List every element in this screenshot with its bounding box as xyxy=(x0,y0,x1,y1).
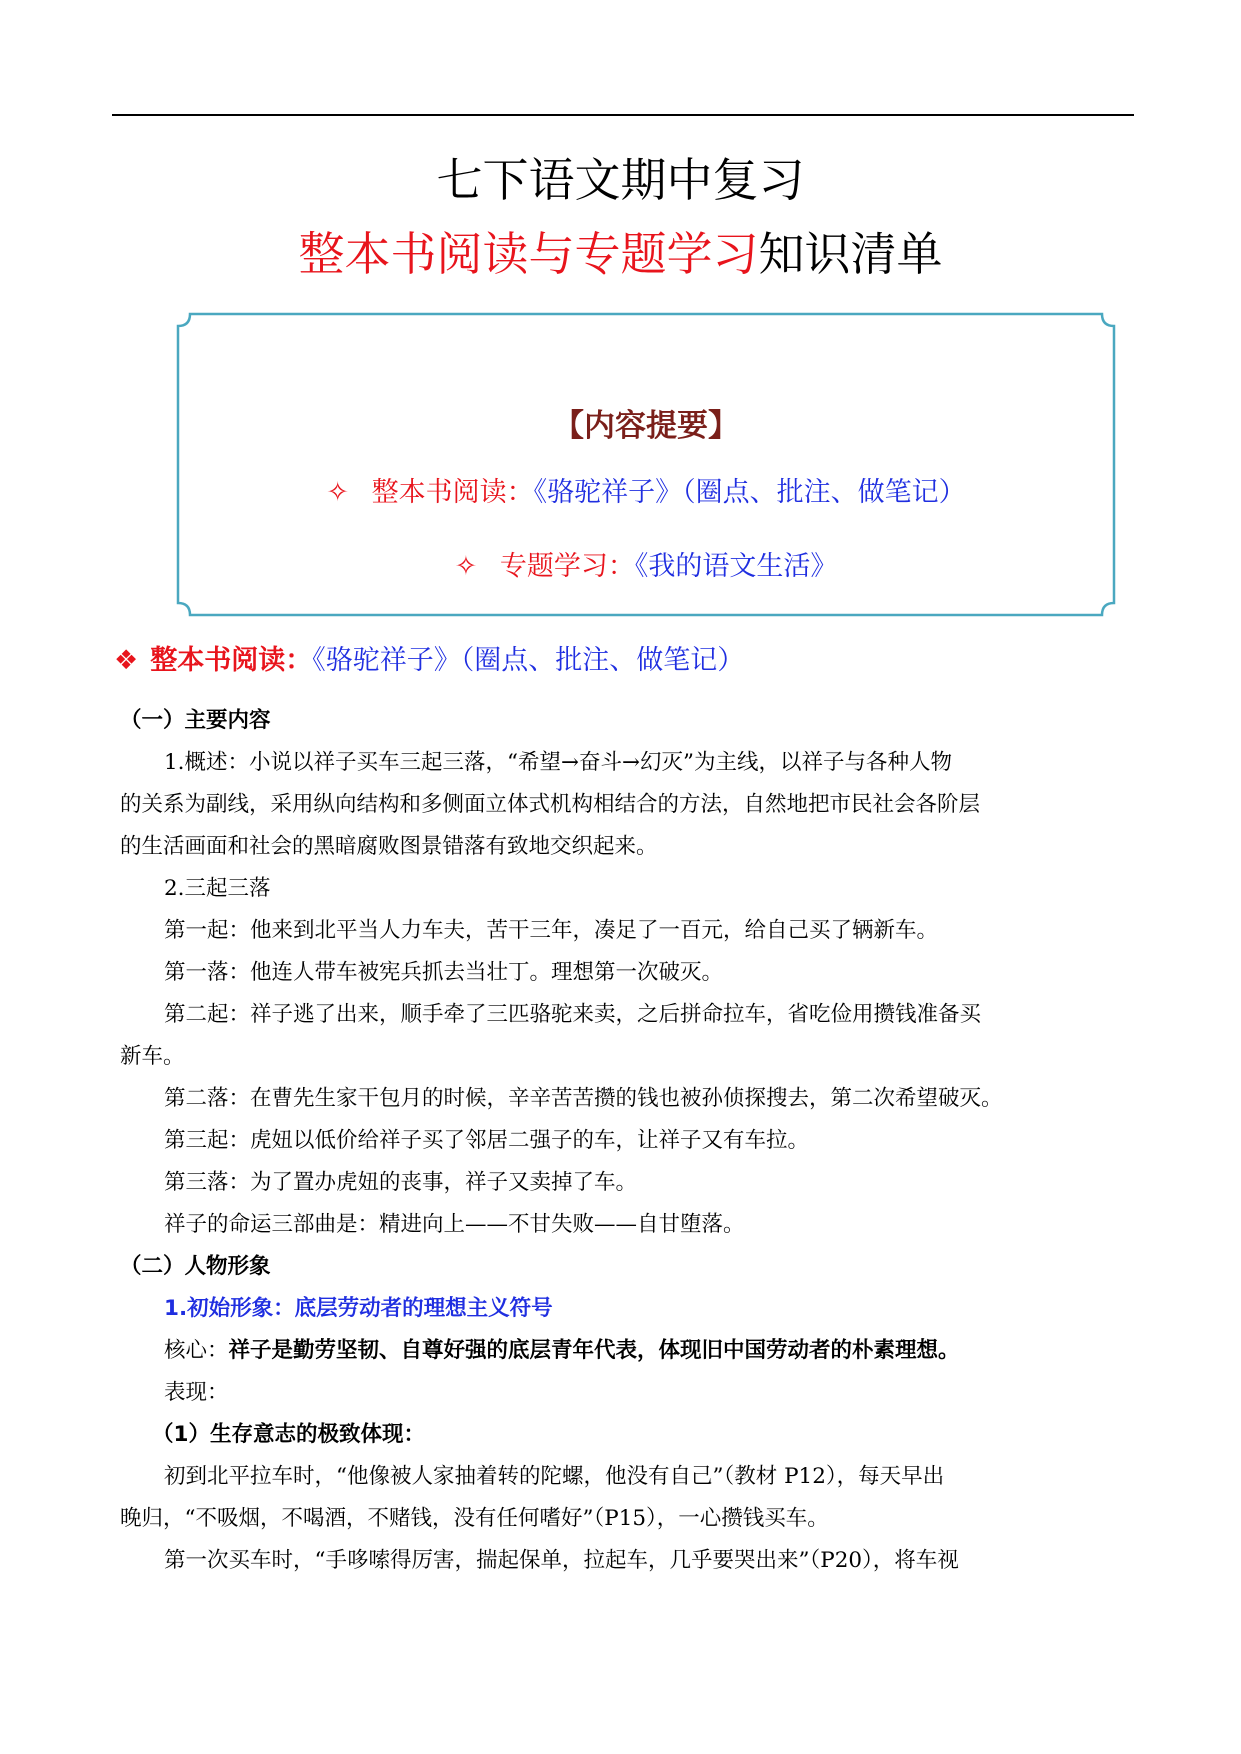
document-subtitle xyxy=(0,224,1241,284)
subtitle-black-part: 知识清单 xyxy=(758,227,943,281)
subtitle-red-part: 整本书阅读与专题学习 xyxy=(298,227,759,281)
summary-item-topic-label: 专题学习： xyxy=(499,551,635,582)
summary-box xyxy=(176,312,1116,617)
paragraph-line: 的关系为副线，采用纵向结构和多侧面立体式机构相结合的方法，自然地把市民社会各阶层 xyxy=(120,792,981,817)
part2-heading: （二）人物形象 xyxy=(120,1254,271,1279)
sparkle-icon: ✧ xyxy=(326,477,350,508)
summary-heading: 【内容提要】 xyxy=(553,408,739,444)
core-text: 祥子是勤劳坚韧、自尊好强的底层青年代表，体现旧中国劳动者的朴素理想。 xyxy=(228,1338,960,1363)
summary-item-reading xyxy=(176,474,1116,512)
top-rule xyxy=(112,114,1134,116)
section-heading-label: 整本书阅读： xyxy=(150,645,313,676)
sub-heading: （1）生存意志的极致体现： xyxy=(152,1422,425,1447)
part1-heading: （一）主要内容 xyxy=(120,708,271,733)
paragraph-line: 1.概述：小说以祥子买车三起三落，“希望→奋斗→幻灭”为主线，以祥子与各种人物 xyxy=(164,750,953,775)
document-body xyxy=(120,700,1130,1582)
paragraph-line: 表现： xyxy=(164,1380,229,1405)
core-label: 核心： xyxy=(164,1338,229,1363)
paragraph-line: 第一落：他连人带车被宪兵抓去当壮丁。理想第一次破灭。 xyxy=(164,960,724,985)
subsection-title: 1.初始形象：底层劳动者的理想主义符号 xyxy=(164,1296,553,1321)
summary-item-topic-text: 《我的语文生活》 xyxy=(634,551,838,582)
paragraph-line: 第二落：在曹先生家干包月的时候，辛辛苦苦攒的钱也被孙侦探搜去，第二次希望破灭。 xyxy=(164,1086,1003,1111)
paragraph-line: 新车。 xyxy=(120,1044,185,1069)
paragraph-line: 第一起：他来到北平当人力车夫，苦干三年，凑足了一百元，给自己买了辆新车。 xyxy=(164,918,939,943)
paragraph-line: 的生活画面和社会的黑暗腐败图景错落有致地交织起来。 xyxy=(120,834,658,859)
section-heading-text: 《骆驼祥子》（圈点、批注、做笔记） xyxy=(312,645,745,676)
diamond-bullet-icon: ❖ xyxy=(114,645,139,676)
summary-item-topic xyxy=(176,548,1116,586)
paragraph-line: 第二起：祥子逃了出来，顺手牵了三匹骆驼来卖，之后拼命拉车，省吃俭用攒钱准备买 xyxy=(164,1002,982,1027)
summary-item-reading-label: 整本书阅读： xyxy=(371,477,534,508)
summary-item-reading-text: 《骆驼祥子》（圈点、批注、做笔记） xyxy=(533,477,966,508)
paragraph-line: 第三落：为了置办虎妞的丧事，祥子又卖掉了车。 xyxy=(164,1170,638,1195)
document-title: 七下语文期中复习 xyxy=(436,153,805,207)
core-line xyxy=(120,1330,1130,1372)
paragraph-line: 晚归，“不吸烟，不喝酒，不赌钱，没有任何嗜好”（P15），一心攒钱买车。 xyxy=(120,1506,829,1531)
paragraph-line: 2.三起三落 xyxy=(164,876,271,901)
paragraph-line: 第一次买车时，“手哆嗦得厉害，揣起保单，拉起车，几乎要哭出来”（P20），将车视 xyxy=(164,1548,959,1573)
section-heading xyxy=(114,642,744,680)
paragraph-line: 初到北平拉车时，“他像被人家抽着转的陀螺，他没有自己”（教材 P12），每天早出 xyxy=(164,1464,945,1489)
paragraph-line: 第三起：虎妞以低价给祥子买了邻居二强子的车，让祥子又有车拉。 xyxy=(164,1128,810,1153)
sparkle-icon: ✧ xyxy=(454,551,478,582)
paragraph-line: 祥子的命运三部曲是：精进向上——不甘失败——自甘堕落。 xyxy=(164,1212,745,1237)
